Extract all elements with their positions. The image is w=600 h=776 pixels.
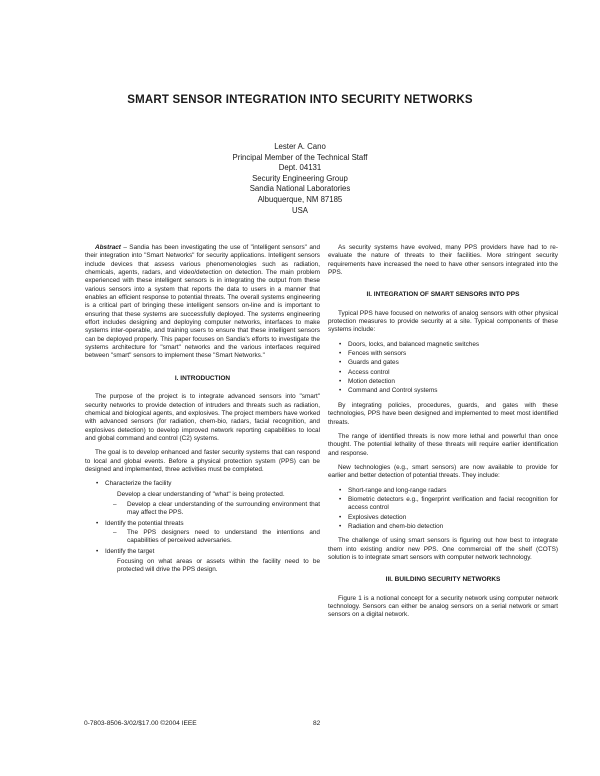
list-item: • Radiation and chem-bio detection bbox=[340, 523, 558, 531]
author-org: Sandia National Laboratories bbox=[249, 184, 351, 194]
activity-lead: Focusing on what areas or assets within the facility need to be protected will drive the PPS design. bbox=[117, 558, 320, 574]
list-item bbox=[97, 520, 320, 546]
author-name: Lester A. Cano bbox=[274, 142, 326, 151]
list-item: • Access control bbox=[340, 369, 558, 377]
author-block bbox=[0, 142, 600, 216]
activity-label: Identify the potential threats bbox=[105, 519, 184, 527]
intro-paragraph-2: The goal is to develop enhanced and faster security systems that can respond to local and global events. Before a physical protection system (PPS) can be designed and implemented, three activities must be completed. bbox=[85, 449, 320, 473]
list-item: • Doors, locks, and balanced magnetic switches bbox=[340, 341, 558, 349]
integrating-paragraph: By integrating policies, procedures, guards, and gates with these technologies, PPS have been designed and implemented to meet most identified threats. bbox=[328, 401, 558, 426]
challenge-paragraph: The challenge of using smart sensors is figuring out how best to integrate them into existing and/or new PPS. One commercial off the shelf (COTS) solution is to integrate smart sensors with computer network technology. bbox=[328, 537, 558, 561]
activity-label: Characterize the facility bbox=[105, 480, 172, 488]
range-paragraph: The range of identified threats is now more lethal and powerful than once thought. The potential lethality of these threats will require earlier identification and response. bbox=[328, 432, 558, 457]
components-list bbox=[328, 341, 558, 396]
list-item: • Fences with sensors bbox=[340, 350, 558, 358]
section-heading-introduction: I. INTRODUCTION bbox=[174, 374, 231, 382]
figure-paragraph: Figure 1 is a notional concept for a security network using computer network technology. Sensors can either be analog sensors on a serial network or smart sensors on a digital network. bbox=[328, 594, 558, 619]
intro-paragraph-1: The purpose of the project is to integrate advanced sensors into "smart" security networks to provide detection of intruders and threats such as radiation, chemical and biological agents, and explosives. The project members have worked with advanced sensors (for radiation, chem-bio, radars, facial recognition, and explosives detection) to develop improved network reporting capabilities to local and global command and control (C2) systems. bbox=[85, 393, 320, 442]
activity-sub: Develop a clear understanding of "what" is being protected. bbox=[117, 490, 285, 498]
list-item: • Command and Control systems bbox=[340, 387, 558, 395]
author-position: Principal Member of the Technical Staff bbox=[232, 152, 368, 162]
activity-label: Identify the target bbox=[105, 547, 155, 555]
list-item: • Motion detection bbox=[340, 378, 558, 386]
activity-sub-text: The PPS designers need to understand the intentions and capabilities of perceived adversaries. bbox=[127, 528, 320, 545]
list-item: • Explosives detection bbox=[340, 514, 558, 522]
activities-list bbox=[85, 480, 320, 574]
newtech-paragraph: New technologies (e.g., smart sensors) are now available to provide for earlier and better detection of potential threats. They include: bbox=[328, 463, 558, 480]
section-heading-integration: II. INTEGRATION OF SMART SENSORS INTO PPS bbox=[366, 291, 520, 299]
paper-title: SMART SENSOR INTEGRATION INTO SECURITY NETWORKS bbox=[127, 94, 473, 106]
author-city: Albuquerque, NM 87185 bbox=[257, 194, 343, 204]
activity-sub: – The PPS designers need to understand the intentions and capabilities of perceived adversaries. bbox=[113, 528, 320, 545]
right-intro-paragraph: As security systems have evolved, many PPS providers have had to re-evaluate the nature of threats to their facilities. More stringent security requirements have increased the need to have other sensors integrated into the PPS. bbox=[328, 244, 558, 277]
integration-paragraph: Typical PPS have focused on networks of analog sensors with other physical protection measures to provide security at a site. Typical components of these systems include: bbox=[328, 309, 558, 334]
author-group: Security Engineering Group bbox=[252, 173, 348, 183]
right-column bbox=[328, 244, 558, 626]
left-column bbox=[85, 244, 320, 581]
footer-copyright: 0-7803-8506-3/02/$17.00 ©2004 IEEE bbox=[84, 720, 197, 727]
activity-sub: – Develop a clear understanding of the surrounding environment that may affect the PPS. bbox=[113, 500, 320, 517]
list-item bbox=[97, 548, 320, 575]
newtech-list bbox=[328, 487, 558, 532]
section-heading-building: III. BUILDING SECURITY NETWORKS bbox=[385, 576, 501, 584]
abstract-text: – Sandia has been investigating the use of "intelligent sensors" and their integration into "Smart Networks" for security applications. Intelligent sensors include devices that assess various phenomenologies such as radiation, chemicals, agents, radars, and video/detection on detection. The main problem experienced with these intelligent sensors is in integrating the output from these various sensors into a system that reports the data to users in a manner that enables an efficient response to potential threats. The overall systems engineering is a critical part of bringing these intelligent sensors on-line and is important to ensuring that these systems are successfully deployed. The systems engineering effort includes designing and deploying computer networks, interfaces to make systems inter-operable, and training users to ensure that these intelligent sensors can be deployed properly. This paper focuses on Sandia's efforts to investigate the systems architecture for "smart" networks and the various interfaces required between "smart" sensors to implement these "Smart Networks." bbox=[85, 244, 320, 360]
abstract bbox=[85, 244, 320, 361]
list-item: • Guards and gates bbox=[340, 359, 558, 367]
abstract-label: Abstract bbox=[95, 244, 121, 251]
list-item: • Biometric detectors e.g., fingerprint verification and facial recognition for access control bbox=[340, 496, 558, 513]
author-country: USA bbox=[291, 205, 309, 215]
author-dept: Dept. 04131 bbox=[278, 163, 322, 173]
page-number: 82 bbox=[313, 720, 321, 727]
list-item bbox=[97, 480, 320, 517]
activity-sub-text: Develop a clear understanding of the surrounding environment that may affect the PPS. bbox=[127, 500, 320, 517]
list-item: • Short-range and long-range radars bbox=[340, 487, 558, 495]
